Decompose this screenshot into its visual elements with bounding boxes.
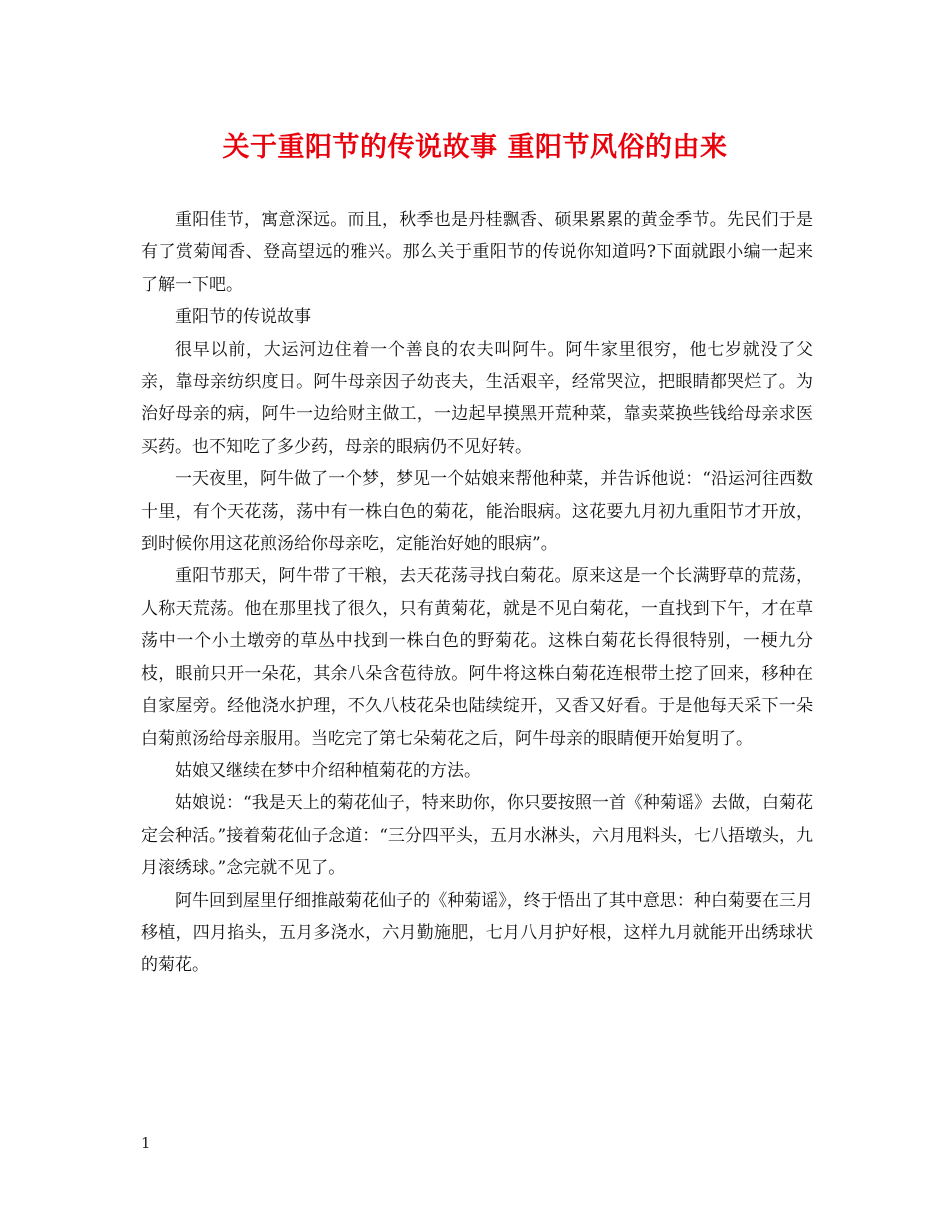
document-title: 关于重阳节的传说故事 重阳节风俗的由来 <box>222 132 728 163</box>
paragraph-story-6: 阿牛回到屋里仔细推敲菊花仙子的《种菊谣》，终于悟出了其中意思：种白菊要在三月移植，四月掐头，五月多浇水，六月勤施肥，七月八月护好根，这样九月就能开出绣球状的菊花。 <box>141 890 813 976</box>
document-body <box>141 204 813 982</box>
section-heading: 重阳节的传说故事 <box>175 307 311 328</box>
paragraph-story-5: 姑娘说：“我是天上的菊花仙子，特来助你，你只要按照一首《种菊谣》去做，白菊花定会种活。”接着菊花仙子念道：“三分四平头，五月水淋头，六月甩料头，七八捂墩头，九月滚绣球。”念完就不见了。 <box>141 793 813 879</box>
page-number: 1 <box>141 1134 151 1152</box>
paragraph-story-4: 姑娘又继续在梦中介绍种植菊花的方法。 <box>175 760 481 781</box>
paragraph-intro: 重阳佳节，寓意深远。而且，秋季也是丹桂飘香、硕果累累的黄金季节。先民们于是有了赏菊闻香、登高望远的雅兴。那么关于重阳节的传说你知道吗?下面就跟小编一起来了解一下吧。 <box>141 210 813 295</box>
paragraph-story-3: 重阳节那天，阿牛带了干粮，去天花荡寻找白菊花。原来这是一个长满野草的荒荡，人称天荒荡。他在那里找了很久，只有黄菊花，就是不见白菊花，一直找到下午，才在草荡中一个小土墩旁的草丛中找到一株白色的野菊花。这株白菊花长得很特别，一梗九分枝，眼前只开一朵花，其余八朵含苞待放。阿牛将这株白菊花连根带土挖了回来，移种在自家屋旁。经他浇水护理，不久八枝花朵也陆续绽开，又香又好看。于是他每天采下一朵白菊煎汤给母亲服用。当吃完了第七朵菊花之后，阿牛母亲的眼睛便开始复明了。 <box>141 566 813 749</box>
paragraph-story-2: 一天夜里，阿牛做了一个梦，梦见一个姑娘来帮他种菜，并告诉他说：“沿运河往西数十里，有个天花荡，荡中有一株白色的菊花，能治眼病。这花要九月初九重阳节才开放，到时候你用这花煎汤给你母亲吃，定能治好她的眼病”。 <box>141 469 813 555</box>
paragraph-story-1: 很早以前，大运河边住着一个善良的农夫叫阿牛。阿牛家里很穷，他七岁就没了父亲，靠母亲纺织度日。阿牛母亲因子幼丧夫，生活艰辛，经常哭泣，把眼睛都哭烂了。为治好母亲的病，阿牛一边给财主做工，一边起早摸黑开荒种菜，靠卖菜换些钱给母亲求医买药。也不知吃了多少药，母亲的眼病仍不见好转。 <box>141 339 813 457</box>
